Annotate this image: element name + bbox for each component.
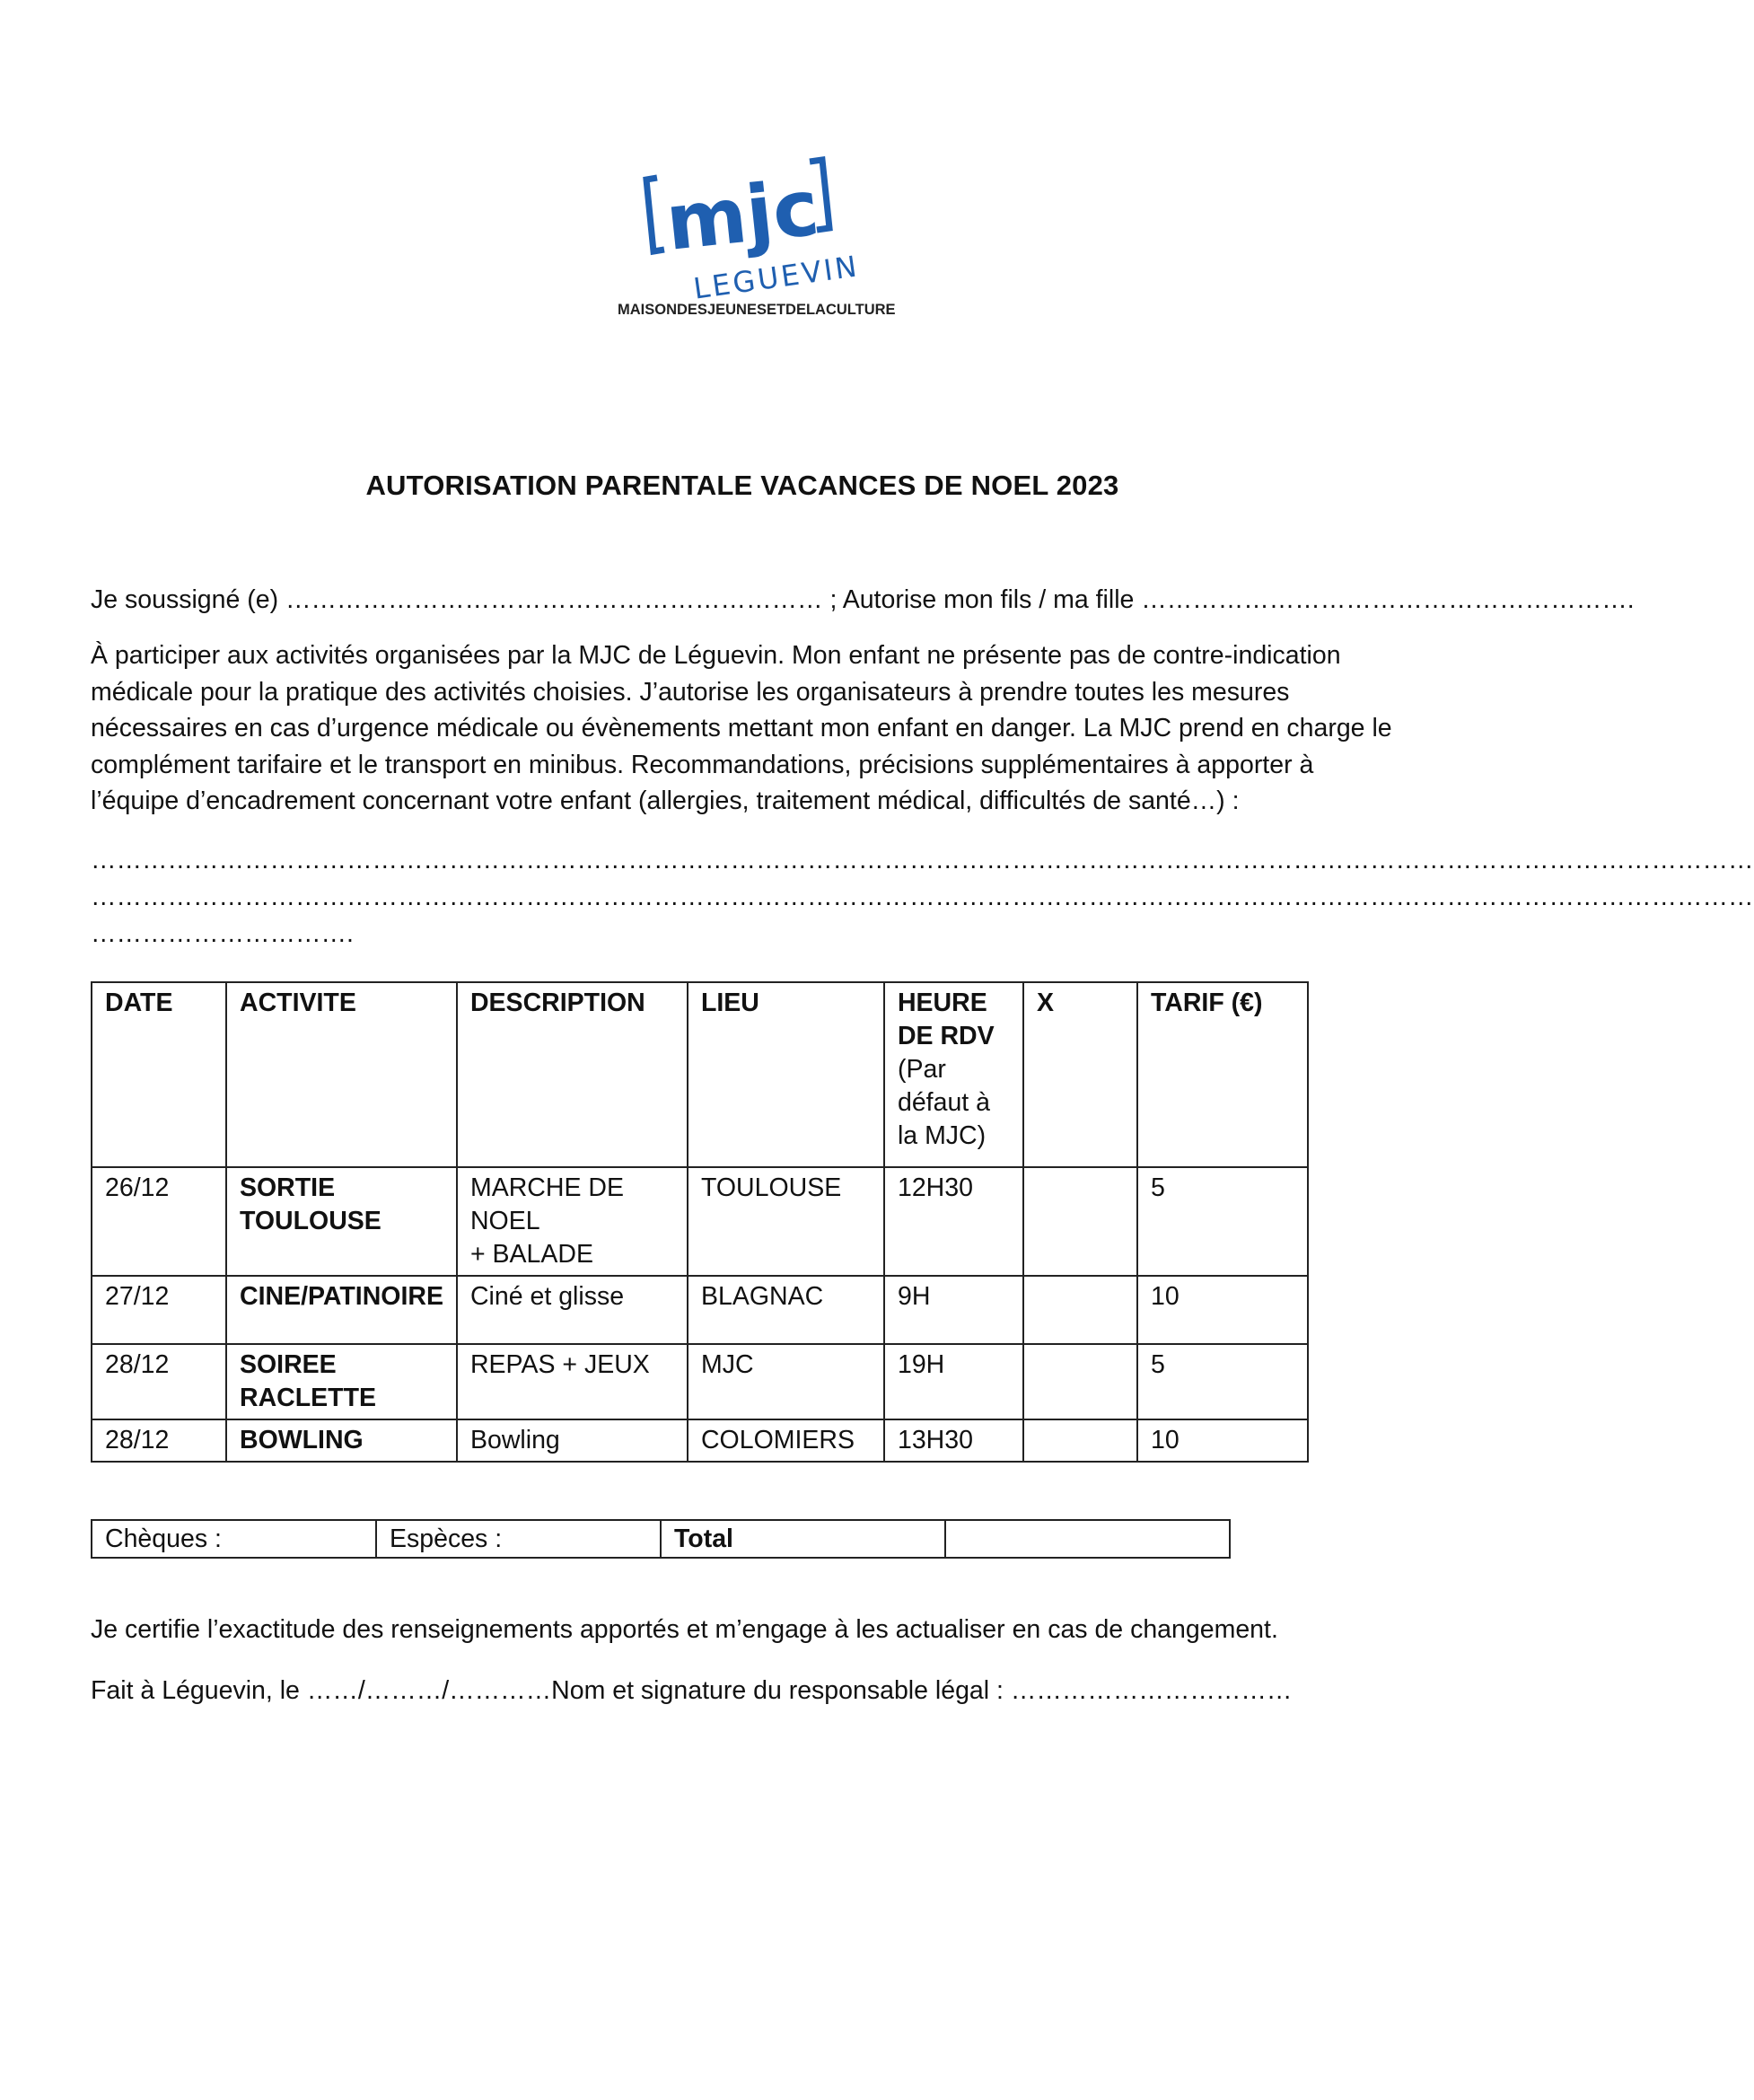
header-heure-note: la MJC): [897, 1121, 987, 1150]
cell-activite: [226, 1276, 457, 1344]
cell-description: [457, 1167, 688, 1276]
signature-line: Fait à Léguevin, le ……/………/…………Nom et signature du responsable légal : ……………………………: [91, 1676, 1293, 1705]
cell-heure: 19H: [884, 1344, 1023, 1419]
table-row: [92, 1419, 1308, 1462]
header-description: DESCRIPTION: [457, 982, 688, 1167]
description-line: Bowling: [469, 1426, 560, 1454]
cell-x[interactable]: [1023, 1167, 1137, 1276]
cell-date: 28/12: [92, 1419, 226, 1462]
activities-table: [91, 981, 1309, 1463]
table-row: [92, 1344, 1308, 1419]
mjc-logo-graphic: [610, 153, 898, 323]
cell-description: [457, 1344, 688, 1419]
payment-total-value[interactable]: [945, 1520, 1230, 1558]
svg-text:MAISONDESJEUNESETDELACULTURE: MAISONDESJEUNESETDELACULTURE: [618, 302, 896, 318]
description-line: REPAS + JEUX: [469, 1350, 650, 1379]
signatory-line: Je soussigné (e) ……………………………………………………… ; Autorise mon fils / ma fille ………………………………………………….: [91, 585, 1635, 614]
cell-tarif: 5: [1137, 1167, 1308, 1276]
activite-line: SORTIE: [240, 1173, 336, 1202]
header-date: DATE: [92, 982, 226, 1167]
dotted-line: ……………………………………………………………………………………………………………………………………………………………………………: [91, 883, 1754, 911]
paragraph-line: À participer aux activités organisées par la MJC de Léguevin. Mon enfant ne présente pas de contre-indication: [91, 641, 1341, 670]
header-heure-line: HEURE: [897, 988, 987, 1017]
paragraph-line: complément tarifaire et le transport en minibus. Recommandations, précisions supplémentaires à apporter à: [91, 750, 1314, 779]
header-tarif: TARIF (€): [1137, 982, 1308, 1167]
cell-tarif: 10: [1137, 1419, 1308, 1462]
cell-description: [457, 1276, 688, 1344]
cell-x[interactable]: [1023, 1276, 1137, 1344]
cell-date: 28/12: [92, 1344, 226, 1419]
cell-date: 27/12: [92, 1276, 226, 1344]
header-heure: [884, 982, 1023, 1167]
payment-row: [92, 1520, 1230, 1558]
document-title: AUTORISATION PARENTALE VACANCES DE NOEL 2023: [365, 470, 1119, 501]
description-line: MARCHE DE NOEL: [469, 1173, 624, 1235]
cell-activite: [226, 1419, 457, 1462]
cell-tarif: 5: [1137, 1344, 1308, 1419]
cell-tarif: 10: [1137, 1276, 1308, 1344]
table-row: [92, 1276, 1308, 1344]
cell-x[interactable]: [1023, 1344, 1137, 1419]
paragraph-line: l’équipe d’encadrement concernant votre enfant (allergies, traitement médical, difficultés de santé…) :: [91, 786, 1240, 815]
cell-lieu: COLOMIERS: [688, 1419, 884, 1462]
header-lieu: LIEU: [688, 982, 884, 1167]
header-heure-note: défaut à: [897, 1088, 990, 1117]
table-row: [92, 1167, 1308, 1276]
payment-cheques[interactable]: Chèques :: [92, 1520, 376, 1558]
header-activite: ACTIVITE: [226, 982, 457, 1167]
svg-text:LEGUEVIN: LEGUEVIN: [691, 249, 862, 306]
cell-lieu: BLAGNAC: [688, 1276, 884, 1344]
description-line: + BALADE: [469, 1240, 593, 1269]
cell-lieu: MJC: [688, 1344, 884, 1419]
cell-activite: [226, 1167, 457, 1276]
authorization-paragraph: [91, 637, 1401, 820]
payment-total-label: Total: [661, 1520, 945, 1558]
certification-statement: Je certifie l’exactitude des renseignements apportés et m’engage à les actualiser en cas de changement.: [91, 1615, 1278, 1644]
description-line: Ciné et glisse: [469, 1282, 625, 1311]
header-heure-line: DE RDV: [897, 1022, 995, 1050]
cell-heure: 12H30: [884, 1167, 1023, 1276]
cell-lieu: TOULOUSE: [688, 1167, 884, 1276]
activite-line: SOIREE: [240, 1350, 337, 1379]
cell-description: [457, 1419, 688, 1462]
payment-especes[interactable]: Espèces :: [376, 1520, 661, 1558]
svg-text:mjc: mjc: [662, 163, 823, 268]
activite-line: RACLETTE: [240, 1384, 376, 1412]
paragraph-line: médicale pour la pratique des activités choisies. J’autorise les organisateurs à prendre toutes les mesures: [91, 677, 1290, 707]
activite-line: CINE/PATINOIRE: [240, 1282, 443, 1311]
activite-line: TOULOUSE: [240, 1207, 381, 1235]
mjc-logo: [610, 153, 898, 323]
dotted-line: ……………………………………………………………………………………………………………………………………………………………………………: [91, 846, 1754, 874]
paragraph-line: nécessaires en cas d’urgence médicale ou évènements mettant mon enfant en danger. La MJC prend en charge le: [91, 714, 1392, 742]
cell-heure: 13H30: [884, 1419, 1023, 1462]
cell-heure: 9H: [884, 1276, 1023, 1344]
cell-x[interactable]: [1023, 1419, 1137, 1462]
activite-line: BOWLING: [240, 1426, 364, 1454]
header-x: X: [1023, 982, 1137, 1167]
header-heure-note: (Par: [897, 1055, 946, 1084]
payment-table: [91, 1519, 1231, 1559]
dotted-line: ………………………….: [91, 919, 354, 948]
table-header-row: [92, 982, 1308, 1167]
cell-activite: [226, 1344, 457, 1419]
cell-date: 26/12: [92, 1167, 226, 1276]
